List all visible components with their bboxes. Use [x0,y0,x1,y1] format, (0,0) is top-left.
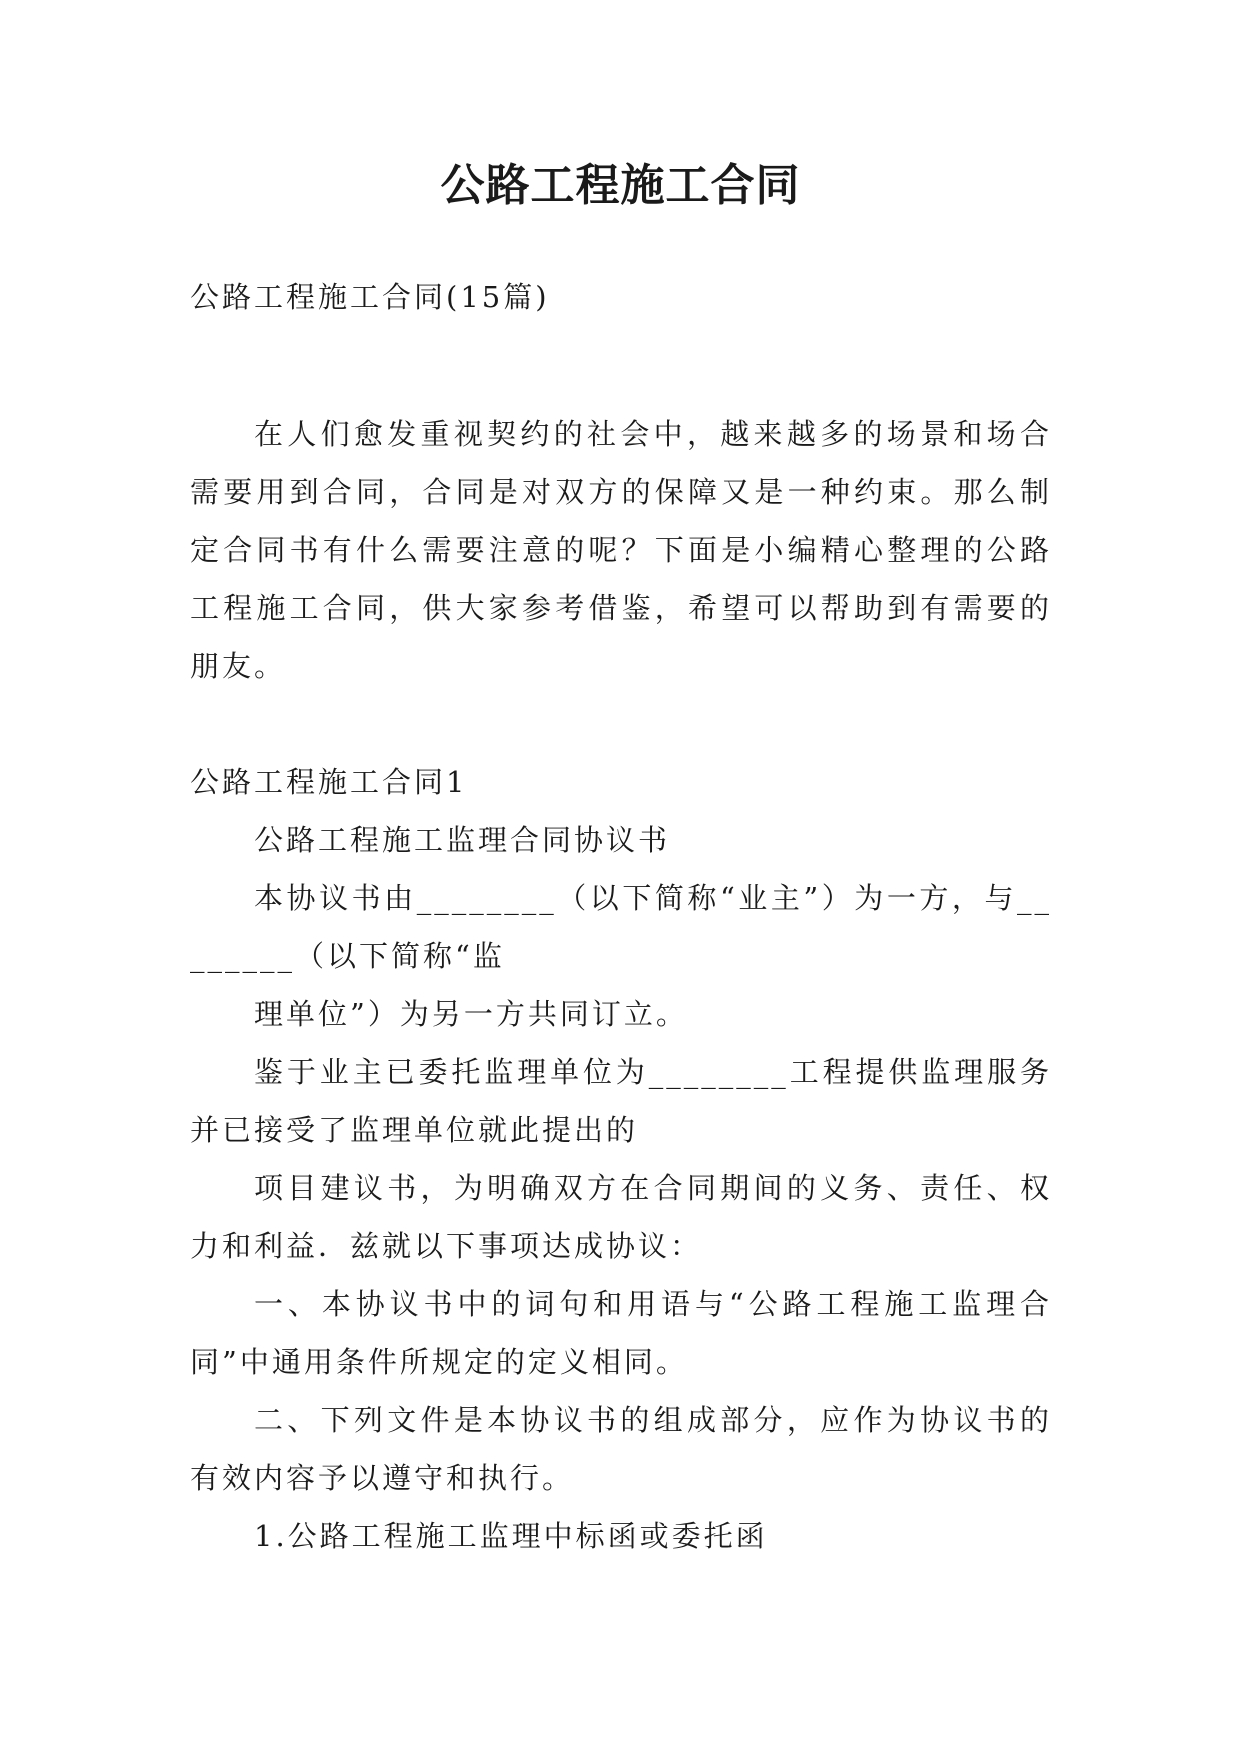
agreement-title: 公路工程施工监理合同协议书 [254,823,671,857]
intro-paragraph: 在人们愈发重视契约的社会中，越来越多的场景和场合需要用到合同，合同是对双方的保障又是一种约束。那么制定合同书有什么需要注意的呢？下面是小编精心整理的公路工程施工合同，供大家参考借鉴，希望可以帮助到有需要的朋友。 [190,417,1052,683]
document-title: 公路工程施工合同 [440,160,801,211]
clause-two: 二、下列文件是本协议书的组成部分，应作为协议书的有效内容予以遵守和执行。 [190,1403,1052,1495]
list-item: 1.公路工程施工监理中标函或委托函 [254,1519,768,1553]
subtitle-text: 公路工程施工合同(15篇) [190,280,550,314]
intro-block [190,405,1052,695]
paragraph-whereas-cont: 项目建议书，为明确双方在合同期间的义务、责任、权力和利益．兹就以下事项达成协议： [190,1171,1052,1263]
paragraph-parties: 本协议书由________（以下简称“业主”）为一方，与________（以下简称“监 [190,881,1052,973]
section-block [190,753,1052,1565]
paragraph-whereas: 鉴于业主已委托监理单位为________工程提供监理服务并已接受了监理单位就此提出的 [190,1055,1052,1147]
paragraph-parties-cont: 理单位”）为另一方共同订立。 [254,997,688,1031]
section-heading: 公路工程施工合同1 [190,765,468,799]
document-subtitle [190,268,1052,326]
clause-one: 一、本协议书中的词句和用语与“公路工程施工监理合同”中通用条件所规定的定义相同。 [190,1287,1052,1379]
